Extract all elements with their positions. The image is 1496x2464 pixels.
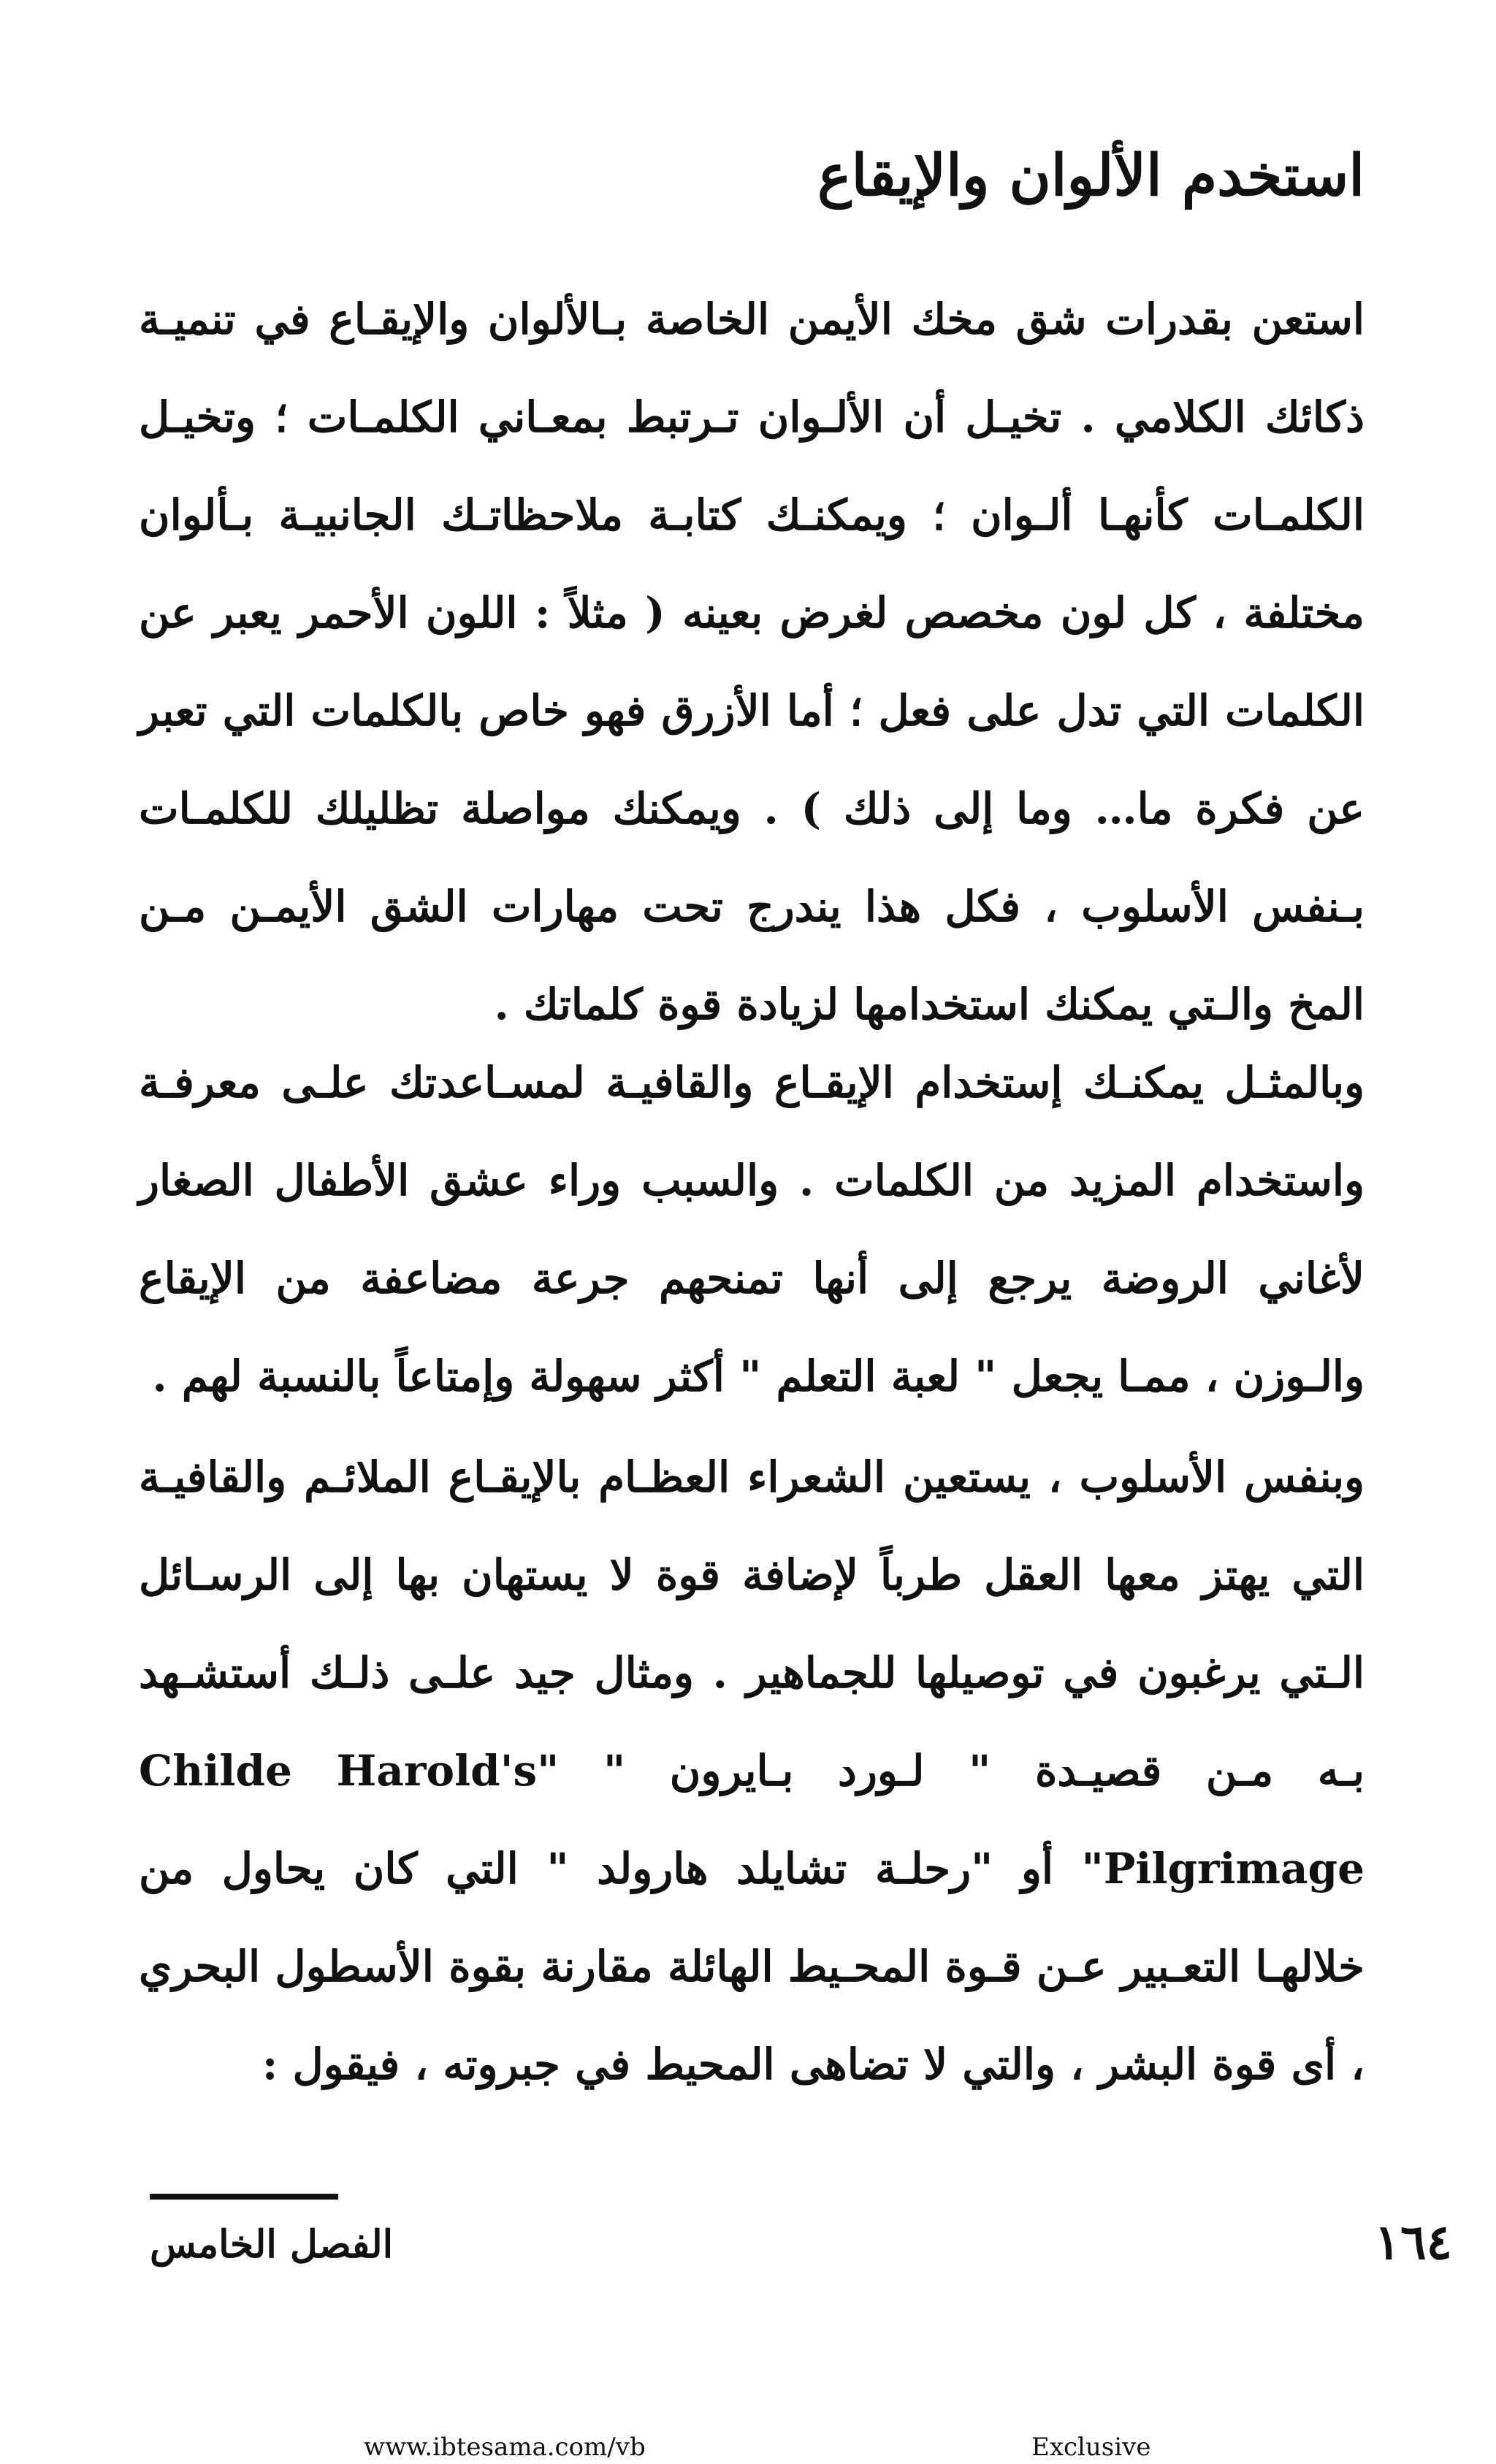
- paragraph-1: استعن بقدرات شق مخك الأيمن الخاصة بـالألوان والإيقـاع في تنميـة ذكائك الكلامي . تخيـل أن الألـوان تـرتبط بمعـاني الكلمـات ؛ وتخيـل الكلمـات كأنهـا ألـوان ؛ ويمكنـك كتابـة ملاحظاتـك الجانبيـة بـألوان مختلفة ، كل لون مخصص لغرض بعينه ( مثلاً : اللون الأحمر يعبر عن الكلمات التي تدل على فعل ؛ أما الأزرق فهو خاص بالكلمات التي تعبر عن فكرة ما… وما إلى ذلك ) . ويمكنك مواصلة تظليلك للكلمـات بـنفس الأسلوب ، فكل هذا يندرج تحت مهارات الشق الأيمـن مـن المخ والـتي يمكنك استخدامها لزيادة قوة كلماتك .: [139, 294, 1365, 1029]
- watermark-exclusive: Exclusive: [1031, 2433, 1151, 2462]
- watermark-url: www.ibtesama.com/vb: [364, 2433, 646, 2462]
- chapter-label: الفصل الخامس: [150, 2222, 394, 2267]
- chapter-rule: [150, 2194, 338, 2200]
- section-heading: استخدم الألوان والإيقاع: [817, 142, 1365, 209]
- paragraph-3: وبنفس الأسلوب ، يستعين الشعراء العظـام بالإيقـاع الملائـم والقافيـة التي يهتز معها العقل طرباً لإضافة قوة لا يستهان بها إلى الرسـائل الـتي يرغبون في توصيلها للجماهير . ومثال جيد علـى ذلـك أستشـهد بـه مـن قصيـدة " لـورد بـايرون " "Childe Harold's Pilgrimage" أو "رحلـة تشايلد هارولد " التي كان يحاول من خلالهـا التعـبير عـن قـوة المحـيط الهائلة مقارنة بقوة الأسطول البحري ، أى قوة البشر ، والتي لا تضاهى المحيط في جبروته ، فيقول :: [139, 1452, 1365, 2089]
- page-number: ١٦٤: [1374, 2213, 1452, 2270]
- paragraph-2: وبالمثـل يمكنـك إستخدام الإيقـاع والقافيـة لمسـاعدتك علـى معرفـة واستخدام المزيد من الكلمات . والسبب وراء عشق الأطفال الصغار لأغاني الروضة يرجع إلى أنها تمنحهم جرعة مضاعفة من الإيقاع والـوزن ، ممـا يجعل " لعبة التعلم " أكثر سهولة وإمتاعاً بالنسبة لهم .: [139, 1058, 1365, 1401]
